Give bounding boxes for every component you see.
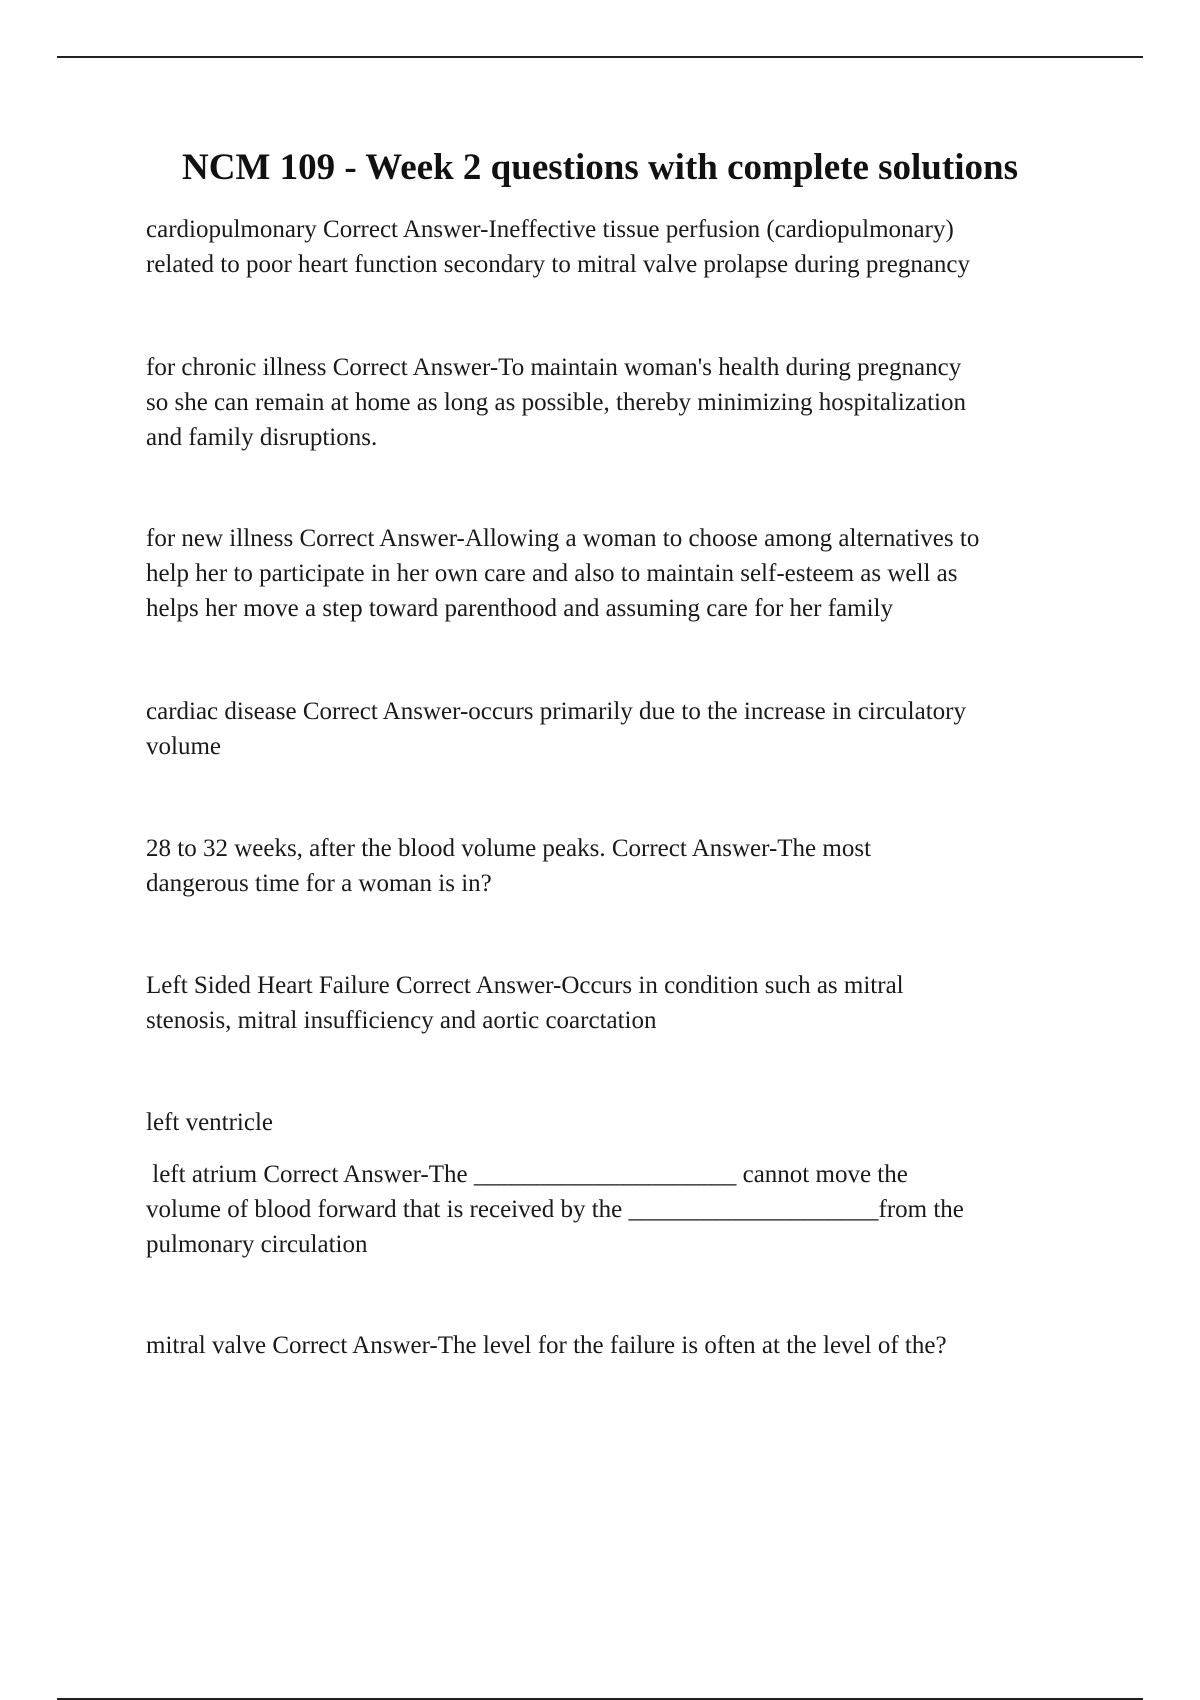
qa-entry-line: for chronic illness Correct Answer-To maintain woman's health during pregnancy (146, 354, 962, 381)
qa-entry-line: stenosis, mitral insufficiency and aortic coarctation (146, 1007, 657, 1034)
qa-entry-1 (146, 212, 1096, 282)
qa-entry-line: related to poor heart function secondary to mitral valve prolapse during pregnancy (146, 251, 971, 278)
qa-entry-3 (146, 521, 1096, 626)
qa-entry-line: mitral valve Correct Answer-The level for the failure is often at the level of the? (146, 1332, 947, 1359)
qa-entry-line: pulmonary circulation (146, 1231, 368, 1258)
qa-entry-line: help her to participate in her own care and also to maintain self-esteem as well as (146, 560, 958, 587)
qa-entry-2 (146, 350, 1096, 455)
qa-entry-line: cardiopulmonary Correct Answer-Ineffective tissue perfusion (cardiopulmonary) (146, 216, 954, 243)
qa-entry-4 (146, 694, 1096, 764)
qa-entry-line: so she can remain at home as long as possible, thereby minimizing hospitalization (146, 389, 966, 416)
qa-entry-7 (146, 1105, 1096, 1140)
qa-entry-line: left ventricle (146, 1109, 274, 1136)
qa-entry-line: Left Sided Heart Failure Correct Answer-Occurs in condition such as mitral (146, 972, 904, 999)
qa-entry-9 (146, 1328, 1096, 1363)
qa-entry-line: for new illness Correct Answer-Allowing a woman to choose among alternatives to (146, 525, 980, 552)
qa-entry-line: and family disruptions. (146, 424, 378, 451)
qa-entry-line: volume of blood forward that is received by the ____________________from the (146, 1196, 964, 1223)
qa-entry-line: cardiac disease Correct Answer-occurs primarily due to the increase in circulatory (146, 698, 966, 725)
page-title: NCM 109 - Week 2 questions with complete solutions (182, 147, 1018, 188)
qa-entry-line: volume (146, 733, 221, 760)
qa-entry-5 (146, 831, 1096, 901)
qa-entry-6 (146, 968, 1096, 1038)
qa-entry-8 (146, 1157, 1096, 1262)
top-rule (57, 56, 1143, 58)
qa-entry-line: 28 to 32 weeks, after the blood volume peaks. Correct Answer-The most (146, 835, 872, 862)
qa-entry-line: helps her move a step toward parenthood and assuming care for her family (146, 595, 893, 622)
qa-entry-line: left atrium Correct Answer-The _____________________ cannot move the (146, 1161, 908, 1188)
qa-entry-line: dangerous time for a woman is in? (146, 870, 492, 897)
